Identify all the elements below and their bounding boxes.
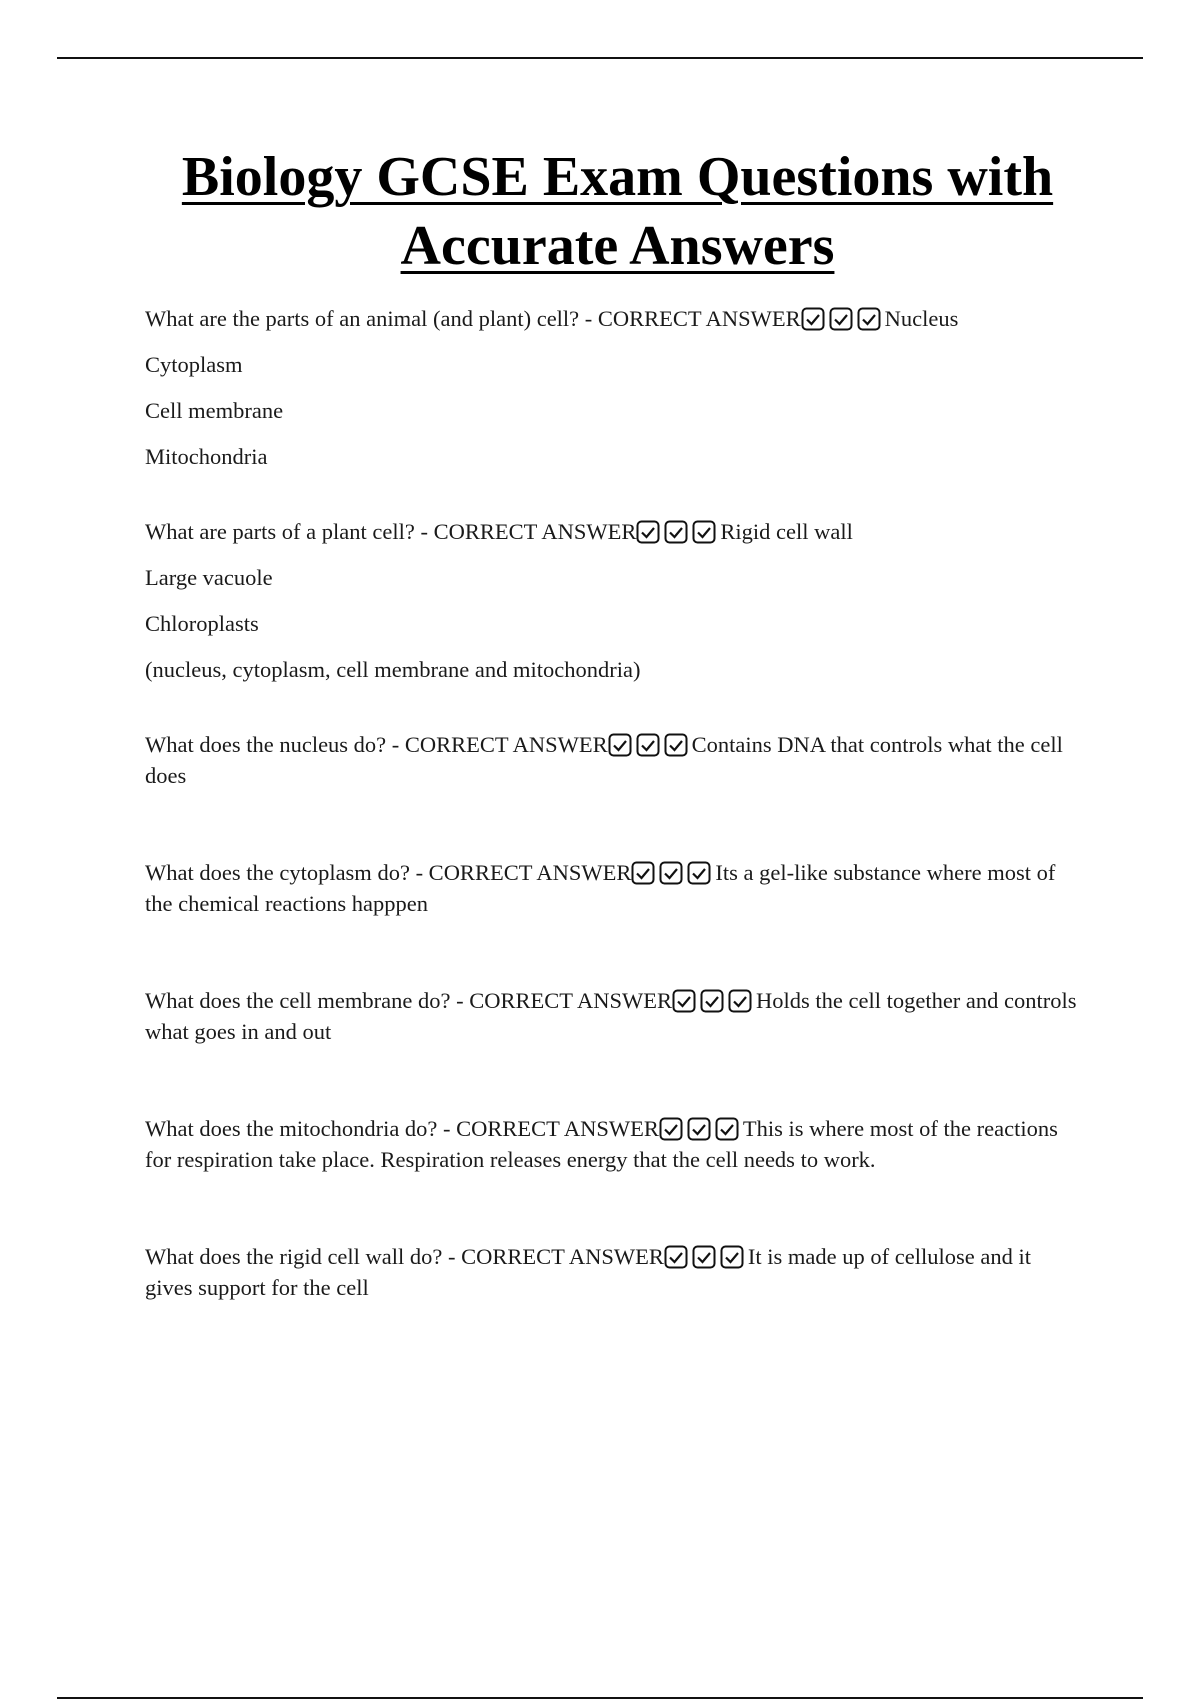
checkbox-checked-icon <box>664 733 688 757</box>
answer-extra-line: (nucleus, cytoplasm, cell membrane and mitochondria) <box>145 657 641 682</box>
checkbox-checked-icon <box>664 1245 688 1269</box>
answer-extra-line: Cytoplasm <box>145 352 243 377</box>
question-line <box>145 985 1080 1047</box>
checkbox-checked-icon <box>720 1245 744 1269</box>
qa-item <box>145 729 1080 791</box>
checkbox-checked-icon <box>829 307 853 331</box>
answer-marker: - CORRECT ANSWER <box>409 860 632 885</box>
checkbox-checked-icon <box>687 1117 711 1141</box>
question-text: What are the parts of an animal (and plant) cell? <box>145 306 580 331</box>
question-text: What does the cytoplasm do? <box>145 860 410 885</box>
answer-marker: - CORRECT ANSWER <box>437 1116 659 1141</box>
checkbox-checked-icon <box>715 1117 739 1141</box>
question-line <box>145 729 1080 791</box>
qa-item <box>145 1113 1080 1175</box>
answer-extra-line: Cell membrane <box>145 398 284 423</box>
answer-marker: - CORRECT ANSWER <box>579 306 801 331</box>
answer-text: Holds the cell together and controls what goes in and out <box>145 988 1077 1044</box>
title-line-1: Biology GCSE Exam Questions with <box>181 146 1054 208</box>
question-line <box>145 857 1080 919</box>
question-line <box>145 516 1080 547</box>
answer-extra-line: Large vacuole <box>145 565 273 590</box>
answer-text: Nucleus <box>884 306 959 331</box>
question-line <box>145 1241 1080 1303</box>
question-text: What does the cell membrane do? <box>145 988 451 1013</box>
answer-marker: - CORRECT ANSWER <box>386 732 608 757</box>
checkbox-checked-icon <box>801 307 825 331</box>
qa-item <box>145 516 1080 685</box>
qa-item <box>145 857 1080 919</box>
checkbox-checked-icon <box>631 861 655 885</box>
question-text: What does the mitochondria do? <box>145 1116 438 1141</box>
qa-item <box>145 1241 1080 1303</box>
top-rule <box>57 57 1143 59</box>
question-text: What does the nucleus do? <box>145 732 387 757</box>
question-text: What are parts of a plant cell? <box>145 519 415 544</box>
bottom-rule <box>57 1697 1143 1699</box>
answer-extra-line: Chloroplasts <box>145 611 259 636</box>
checkbox-checked-icon <box>692 520 716 544</box>
checkbox-checked-icon <box>687 861 711 885</box>
checkbox-checked-icon <box>700 989 724 1013</box>
answer-text: It is made up of cellulose and it gives support for the cell <box>145 1244 1031 1300</box>
question-line <box>145 303 1080 334</box>
qa-item <box>145 985 1080 1047</box>
checkbox-checked-icon <box>728 989 752 1013</box>
checkbox-checked-icon <box>636 520 660 544</box>
question-text: What does the rigid cell wall do? <box>145 1244 443 1269</box>
checkbox-checked-icon <box>672 989 696 1013</box>
checkbox-checked-icon <box>659 1117 683 1141</box>
answer-marker: - CORRECT ANSWER <box>450 988 672 1013</box>
answer-marker: - CORRECT ANSWER <box>414 519 637 544</box>
document-title <box>0 143 1200 281</box>
checkbox-checked-icon <box>692 1245 716 1269</box>
answer-marker: - CORRECT ANSWER <box>442 1244 664 1269</box>
title-line-2: Accurate Answers <box>400 215 835 277</box>
answer-text: Its a gel-like substance where most of the chemical reactions happpen <box>145 860 1056 916</box>
checkbox-checked-icon <box>659 861 683 885</box>
checkbox-checked-icon <box>664 520 688 544</box>
checkbox-checked-icon <box>857 307 881 331</box>
answer-extra-line: Mitochondria <box>145 444 268 469</box>
question-line <box>145 1113 1080 1175</box>
checkbox-checked-icon <box>608 733 632 757</box>
qa-item <box>145 303 1080 472</box>
answer-text: Contains DNA that controls what the cell does <box>145 732 1063 788</box>
checkbox-checked-icon <box>636 733 660 757</box>
answer-text: This is where most of the reactions for respiration take place. Respiration releases energy that the cell needs to work. <box>145 1116 1058 1172</box>
qa-list <box>145 303 1080 1369</box>
answer-text: Rigid cell wall <box>720 519 853 544</box>
